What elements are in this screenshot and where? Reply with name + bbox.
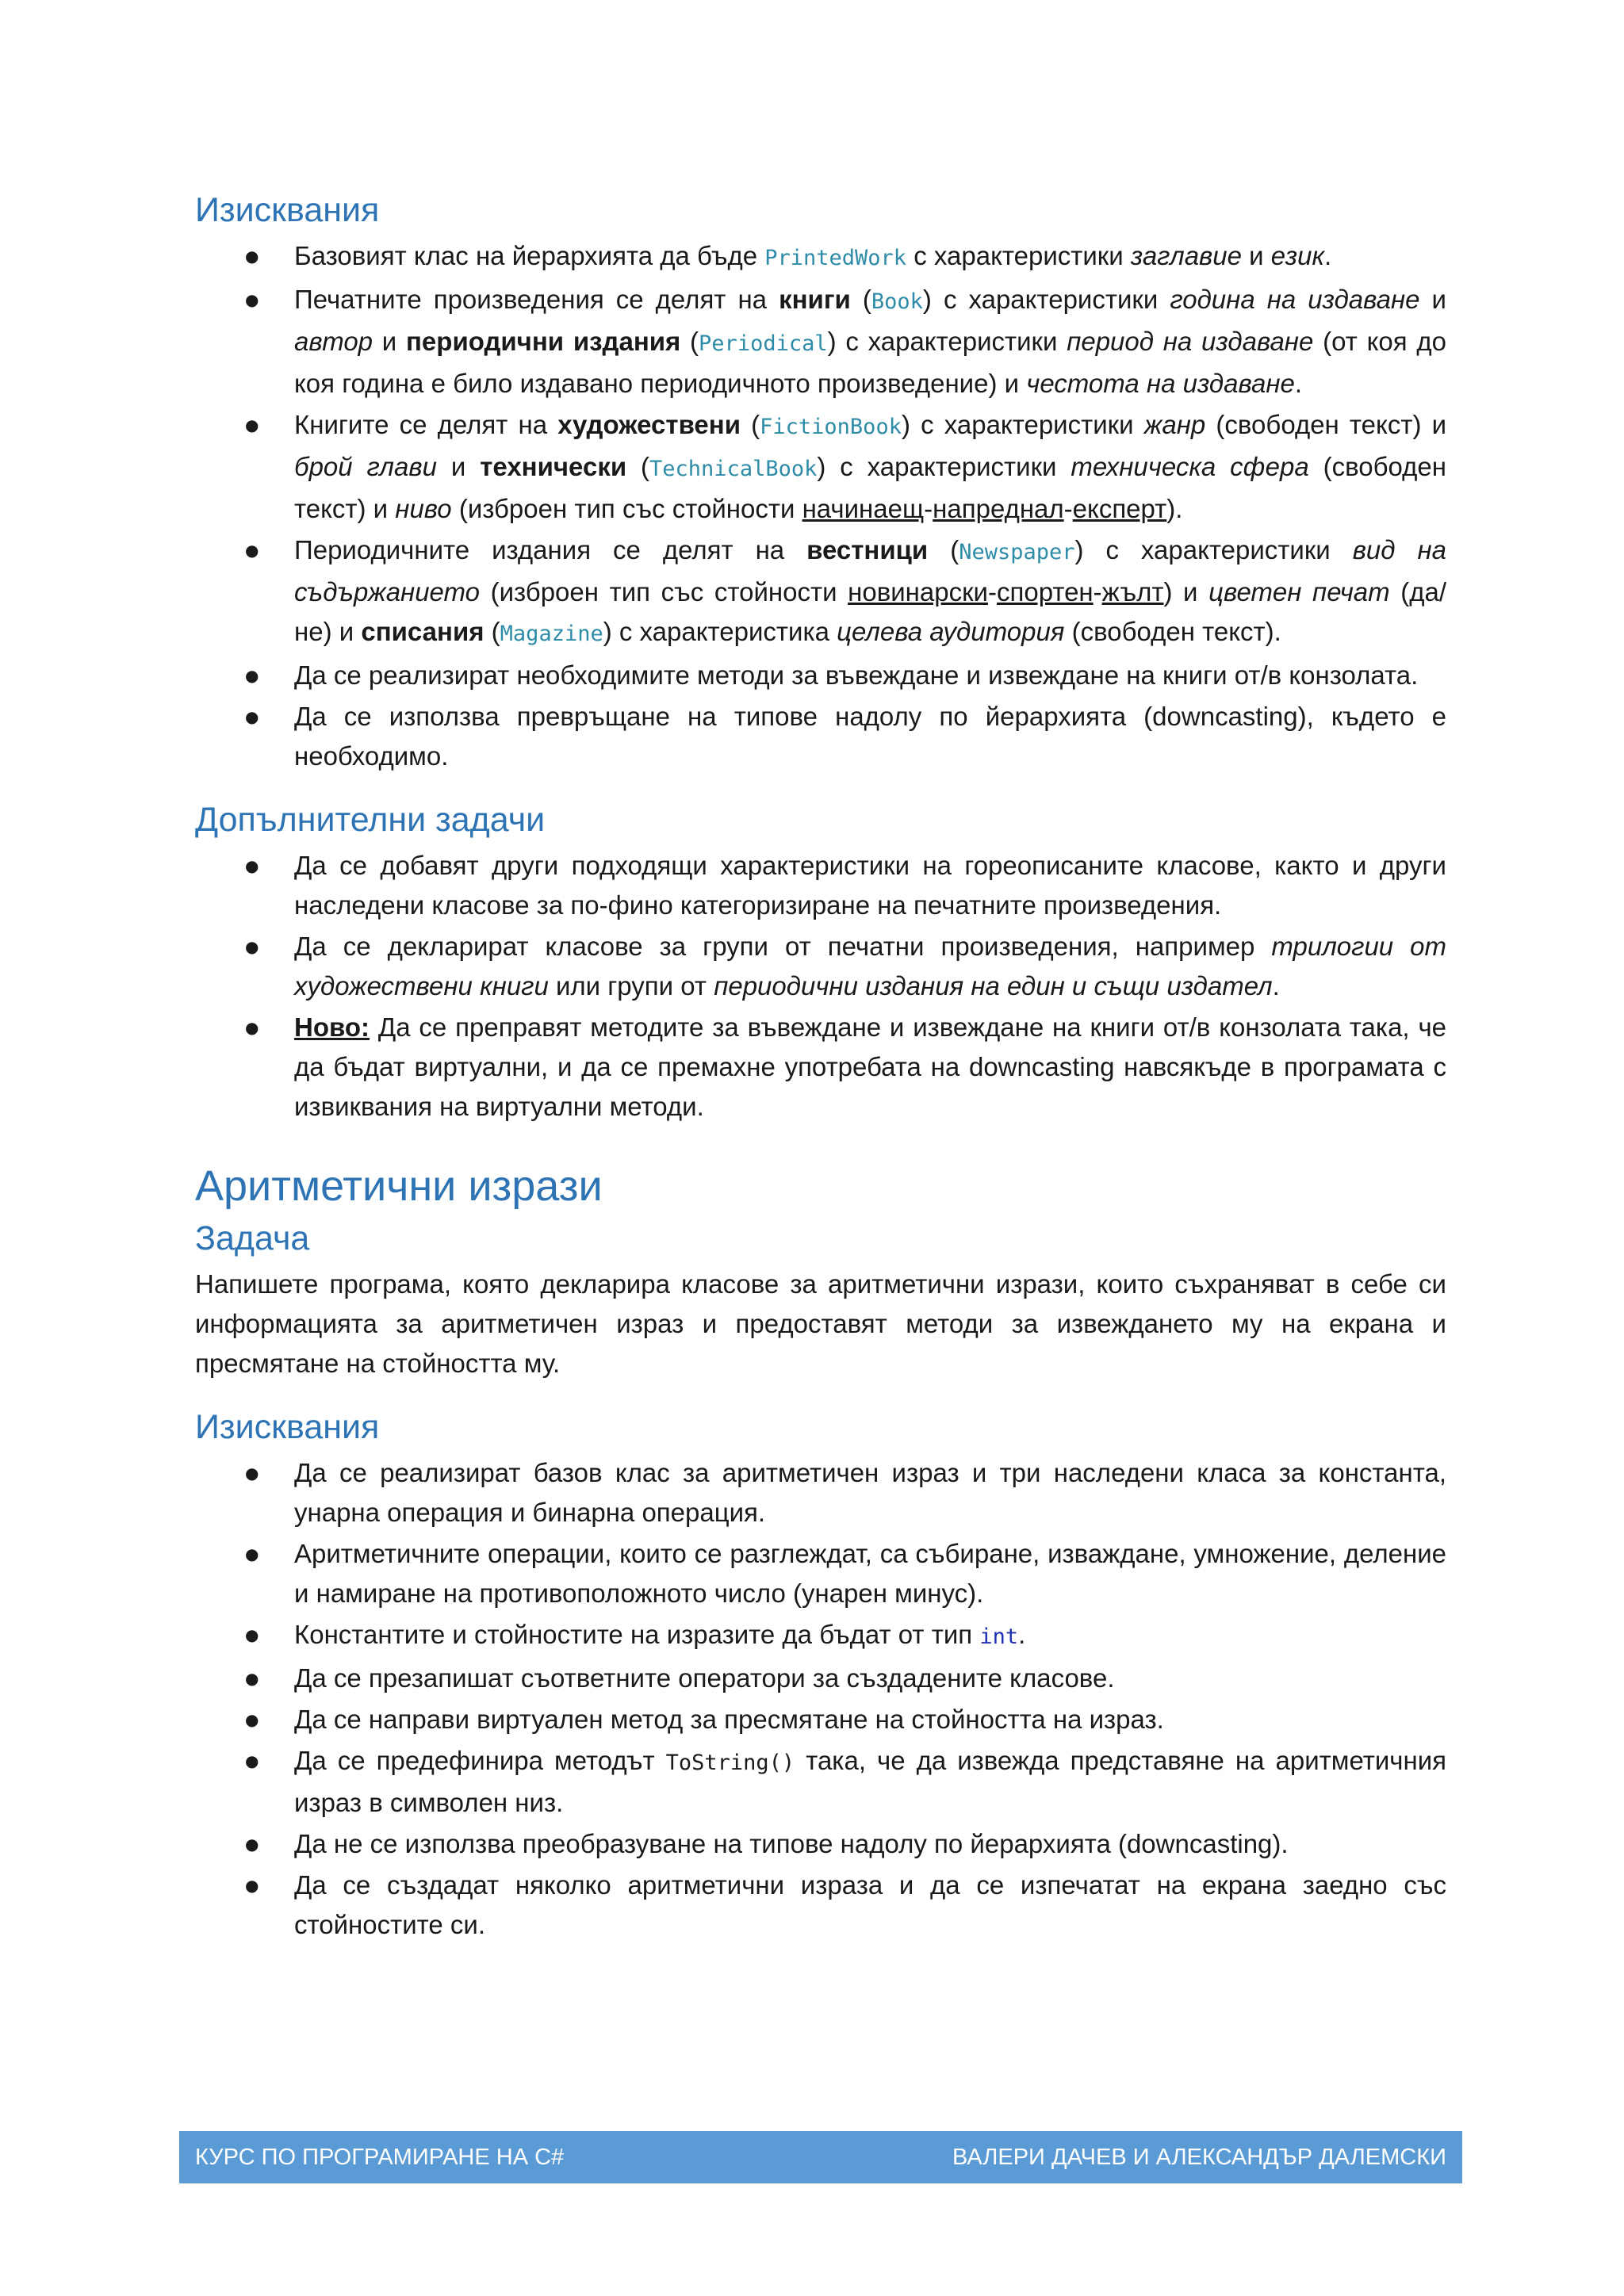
task-text: Напишете програма, която декларира класове за аритметични изрази, които съхраняват в себе си информацията за аритметичен израз и предоставят методи за извеждането му на екрана и пресмятане на стойността му. [195,1269,1446,1378]
footer-course-title: КУРС ПО ПРОГРАМИРАНЕ НА C# [195,2144,565,2170]
list-item: ● Ново: Да се преправят методите за въвеждане и извеждане на книги от/в конзолата така, че да бъдат виртуални, и да се премахне употребата на downcasting навсякъде в програмата с извиквания на виртуални методи. [195,1008,1446,1127]
page-content [195,189,1446,1946]
requirements-list [195,236,1446,776]
list-item: ● Аритметичните операции, които се разглеждат, са събиране, изваждане, умножение, деление и намиране на противоположното число (унарен минус). [195,1534,1446,1613]
footer-authors: ВАЛЕРИ ДАЧЕВ И АЛЕКСАНДЪР ДАЛЕМСКИ [952,2144,1446,2170]
list-item: ● Да се декларират класове за групи от печатни произведения, например трилогии от художествени книги или групи от периодични издания на един и същи издател. [195,927,1446,1006]
list-item: ● Да се създадат няколко аритметични израза и да се изпечатат на екрана заедно със стойностите си. [195,1866,1446,1945]
heading-requirements: Изисквания [195,191,380,229]
list-item: ● Да се използва превръщане на типове надолу по йерархията (downcasting), където е необходимо. [195,697,1446,776]
list-item: ● Да се предефинира методът ToString() така, че да извежда представяне на аритметичния израз в символен низ. [195,1741,1446,1823]
list-item: ● Да се презапишат съответните оператори за създадените класове. [195,1659,1446,1698]
heading-task: Задача [195,1219,310,1257]
list-item: ● Да не се използва преобразуване на типове надолу по йерархията (downcasting). [195,1824,1446,1864]
list-item: ● Да се реализират необходимите методи за въвеждане и извеждане на книги от/в конзолата. [195,656,1446,695]
list-item: ● Книгите се делят на художествени (FictionBook) с характеристики жанр (свободен текст) и брой глави и технически (TechnicalBook) с характеристики техническа сфера (свободен текст) и ниво (изброен тип със стойности начинаещ-напреднал-експерт). [195,405,1446,529]
requirements-list-2 [195,1453,1446,1945]
list-item: ● Да се направи виртуален метод за пресмятане на стойността на израз. [195,1700,1446,1739]
list-item: ● Базовият клас на йерархията да бъде PrintedWork с характеристики заглавие и език. [195,236,1446,278]
list-item: ● Да се реализират базов клас за аритметичен израз и три наследени класа за константа, унарна операция и бинарна операция. [195,1453,1446,1533]
page-footer [179,2131,1462,2183]
additional-tasks-list [195,846,1446,1127]
list-item: ● Константите и стойностите на изразите да бъдат от тип int. [195,1615,1446,1657]
list-item: ● Печатните произведения се делят на книги (Book) с характеристики година на издаване и автор и периодични издания (Periodical) с характеристики период на издаване (от коя до коя година е било издавано периодичното произведение) и честота на издаване. [195,280,1446,404]
heading-arithmetic-expressions: Аритметични изрази [195,1161,603,1210]
heading-additional-tasks: Допълнителни задачи [195,800,546,839]
list-item: ● Периодичните издания се делят на вестници (Newspaper) с характеристики вид на съдържанието (изброен тип със стойности новинарски-спортен-жълт) и цветен печат (да/не) и списания (Magazine) с характеристика целева аудитория (свободен текст). [195,530,1446,654]
list-item: ● Да се добавят други подходящи характеристики на гореописаните класове, както и други наследени класове за по-фино категоризиране на печатните произведения. [195,846,1446,925]
heading-requirements-2: Изисквания [195,1407,380,1446]
